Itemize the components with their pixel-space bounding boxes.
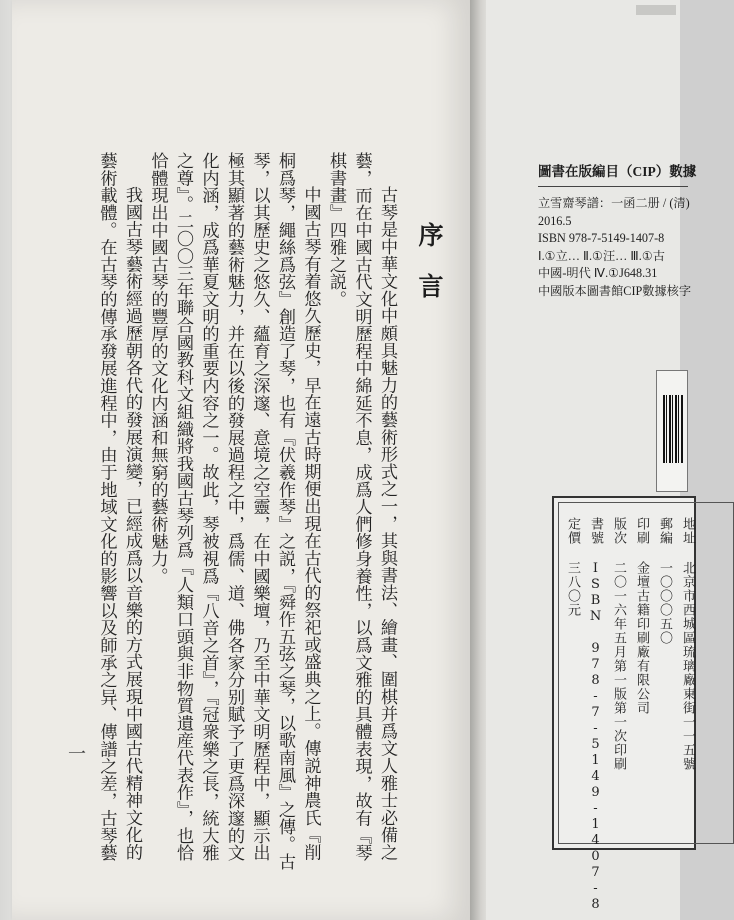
colophon-box <box>552 496 696 913</box>
colophon-postcode: 郵編 一〇〇〇五〇 <box>657 517 672 645</box>
copyright-page <box>486 0 697 920</box>
colophon-printer: 印刷 金壇古籍印刷廠有限公司 <box>634 517 649 715</box>
cip-block <box>538 160 698 300</box>
preface-title: 序言 <box>415 222 444 324</box>
colophon-frame <box>558 502 734 913</box>
page-number: 一 <box>65 744 86 762</box>
cip-line: 中國版本圖書館CIP數據核字 <box>538 283 692 298</box>
cip-line: 中國-明代 Ⅳ.①J648.31 <box>538 266 658 280</box>
preface-page <box>12 0 472 920</box>
isbn-barcode <box>663 395 683 463</box>
preface-paragraph: 中國古琴有着悠久歷史，早在遠古時期便出現在古代的祭祀或盛典之上。傳説神農氏『削桐爲琴，繩絲爲弦』創造了琴，也有『伏羲作琴』之説，『舜作五弦之琴，以歌南風』之傳。古琴，以其歷史之悠久、蘊育之深邃、意境之空靈，在中國樂壇，乃至中華文明歷程中，顯示出極其顯著的藝術魅力，并在以後的發展過程之中，爲儒、道、佛各家分别賦予了更爲深邃的文化内涵，成爲華夏文明的重要内容之一。故此，琴被視爲『八音之首』，『冠衆樂之長，統大雅之尊』。二〇〇三年聯合國教科文組織將我國古琴列爲『人類口頭與非物質遺産代表作』，也恰恰體現出中國古琴的豐厚的文化内涵和無窮的藝術魅力。 <box>147 152 321 870</box>
cip-line: Ⅰ.①立… Ⅱ.①汪… Ⅲ.①古 <box>538 248 665 263</box>
cip-line: ISBN 978-7-5149-1407-8 <box>538 231 665 245</box>
colophon-edition: 版次 二〇一六年五月第一版第一次印刷 <box>611 517 626 771</box>
preface-body <box>84 152 399 872</box>
cip-header: 圖書在版編目（CIP）數據 <box>538 164 697 179</box>
colophon-isbn: 書號 ISBN 978-7-5149-1407-8 <box>588 517 603 913</box>
cip-divider <box>538 186 688 187</box>
cip-line: 立雪齋琴譜：一函二册 / (清) <box>538 196 690 210</box>
colophon-address: 地址 北京市西城區琉璃廠東街一一五號 <box>680 517 695 771</box>
page-edge-mark <box>636 5 676 15</box>
preface-paragraph: 古琴是中華文化中頗具魅力的藝術形式之一，其與書法、繪畫、圍棋并爲文人雅士必備之藝，而在中國古代文明歷程中綿延不息，成爲人們修身養性，以爲文雅的具體表現，故有『琴棋書畫』四雅之説。 <box>326 152 397 862</box>
cip-line: 2016.5 <box>538 213 572 228</box>
preface-paragraph: 我國古琴藝術經過歷朝各代的發展演變，已經成爲以音樂的方式展現中國古代精神文化的藝術載體。在古琴的傳承發展進程中，由于地域文化的影響以及師承之异、傳譜之差，古琴藝 <box>96 152 142 862</box>
colophon-price: 定價 三八〇元 <box>565 517 580 617</box>
